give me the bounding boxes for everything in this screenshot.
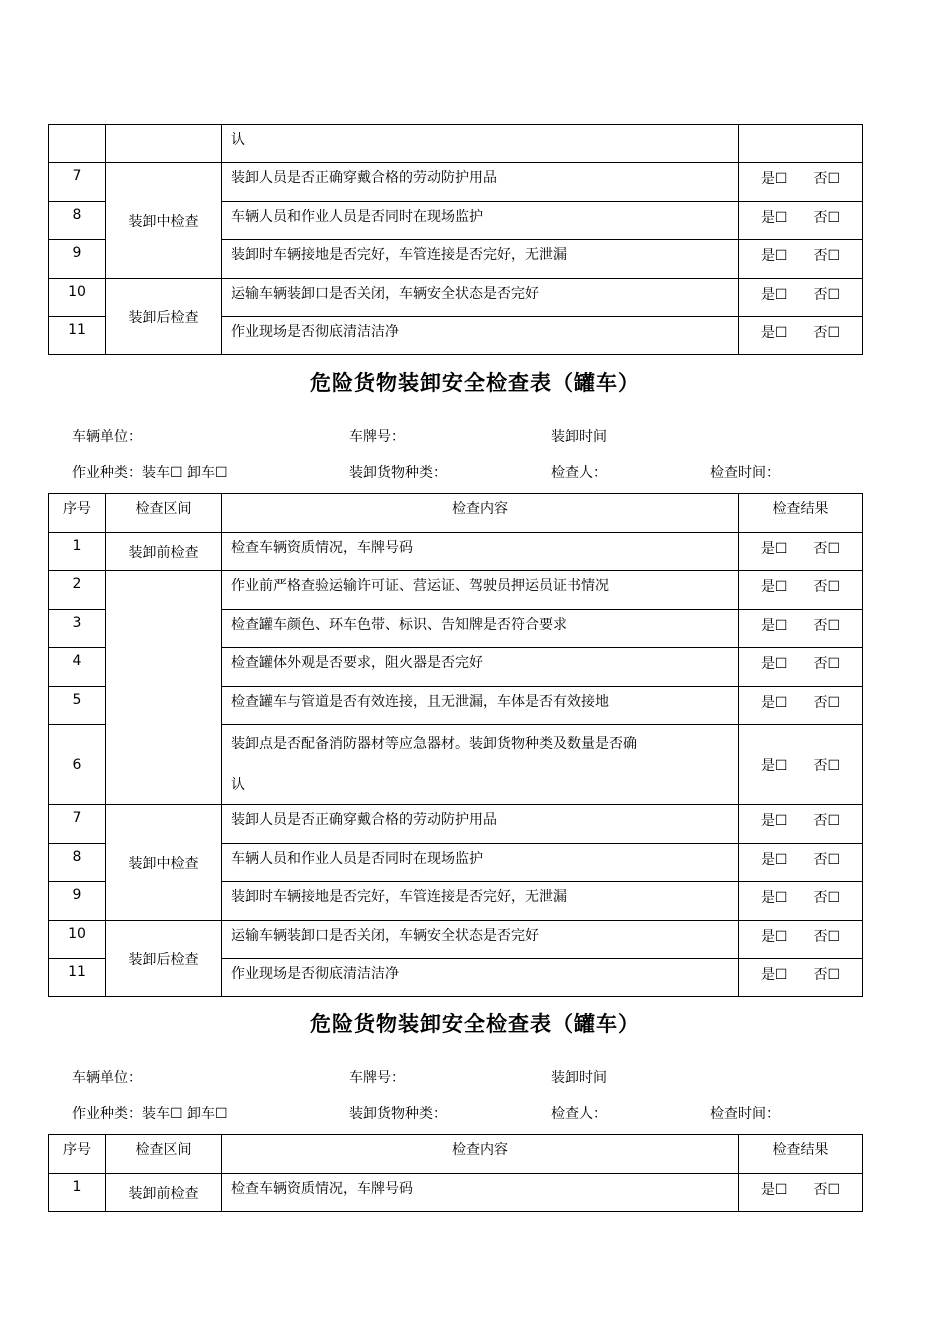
header-no: 序号: [49, 1135, 106, 1174]
inspector-label: 检查人：: [551, 465, 607, 481]
yes-checkbox[interactable]: 是☐: [760, 325, 788, 341]
item-content: [222, 725, 739, 805]
no-checkbox[interactable]: 否☐: [813, 248, 841, 264]
item-content: 车辆人员和作业人员是否同时在现场监护: [222, 844, 739, 882]
item-number: 8: [49, 202, 106, 240]
no-checkbox[interactable]: 否☐: [813, 967, 841, 983]
result-cell: [739, 202, 863, 240]
result-cell: [739, 921, 863, 959]
section-label: 装卸中检查: [106, 805, 222, 921]
item-content: 认: [222, 125, 739, 163]
section-label: 装卸前检查: [106, 1174, 222, 1212]
item-content: 装卸人员是否正确穿戴合格的劳动防护用品: [222, 805, 739, 844]
item-number: 1: [49, 533, 106, 571]
result-cell: [739, 1174, 863, 1212]
yes-checkbox[interactable]: 是☐: [760, 210, 788, 226]
item-number: 4: [49, 648, 106, 687]
item-content: 装卸时车辆接地是否完好，车管连接是否完好，无泄漏: [222, 882, 739, 921]
check-time-label: 检查时间：: [710, 1106, 780, 1122]
section-label: 装卸后检查: [106, 279, 222, 355]
section-label: 装卸前检查: [106, 533, 222, 571]
item-content: 车辆人员和作业人员是否同时在现场监护: [222, 202, 739, 240]
yes-checkbox[interactable]: 是☐: [760, 171, 788, 187]
check-time-label: 检查时间：: [710, 465, 780, 481]
no-checkbox[interactable]: 否☐: [813, 695, 841, 711]
item-number: 5: [49, 687, 106, 725]
plate-label: 车牌号：: [349, 429, 405, 445]
vehicle-unit-label: 车辆单位：: [72, 1070, 142, 1086]
yes-checkbox[interactable]: 是☐: [760, 656, 788, 672]
yes-checkbox[interactable]: 是☐: [760, 757, 788, 774]
no-checkbox[interactable]: 否☐: [813, 325, 841, 341]
item-number: 11: [49, 317, 106, 355]
result-cell: [739, 610, 863, 648]
vehicle-unit-label: 车辆单位：: [72, 429, 142, 445]
no-checkbox[interactable]: 否☐: [813, 579, 841, 595]
item-content: 检查罐车与管道是否有效连接，且无泄漏，车体是否有效接地: [222, 687, 739, 725]
check-table: [48, 1134, 863, 1212]
result-cell: [739, 648, 863, 687]
header-section: 检查区间: [106, 494, 222, 533]
result-cell: [739, 882, 863, 921]
check-table-fragment: [48, 124, 863, 355]
item-number: 8: [49, 844, 106, 882]
op-type-label: 作业种类：装车☐ 卸车☐: [72, 465, 228, 481]
yes-checkbox[interactable]: 是☐: [760, 967, 788, 983]
result-cell: [739, 163, 863, 202]
plate-label: 车牌号：: [349, 1070, 405, 1086]
table-cell: [49, 125, 106, 163]
header-content: 检查内容: [222, 494, 739, 533]
item-number: 2: [49, 571, 106, 610]
item-number: 10: [49, 921, 106, 959]
result-cell: [739, 844, 863, 882]
no-checkbox[interactable]: 否☐: [813, 287, 841, 303]
item-content: 作业现场是否彻底清洁洁净: [222, 959, 739, 997]
table-cell: [106, 125, 222, 163]
result-cell: [739, 725, 863, 805]
item-number: 9: [49, 882, 106, 921]
no-checkbox[interactable]: 否☐: [813, 813, 841, 829]
yes-checkbox[interactable]: 是☐: [760, 929, 788, 945]
item-number: 11: [49, 959, 106, 997]
no-checkbox[interactable]: 否☐: [813, 890, 841, 906]
yes-checkbox[interactable]: 是☐: [760, 287, 788, 303]
item-content-line: 装卸点是否配备消防器材等应急器材。装卸货物种类及数量是否确: [231, 735, 637, 752]
yes-checkbox[interactable]: 是☐: [760, 695, 788, 711]
no-checkbox[interactable]: 否☐: [813, 210, 841, 226]
section-label-empty: [106, 571, 222, 805]
yes-checkbox[interactable]: 是☐: [760, 579, 788, 595]
item-number: 3: [49, 610, 106, 648]
no-checkbox[interactable]: 否☐: [813, 1182, 841, 1198]
result-cell: [739, 533, 863, 571]
no-checkbox[interactable]: 否☐: [813, 618, 841, 634]
header-result: 检查结果: [739, 494, 863, 533]
result-cell: [739, 805, 863, 844]
result-cell: [739, 687, 863, 725]
no-checkbox[interactable]: 否☐: [813, 171, 841, 187]
item-content: 装卸人员是否正确穿戴合格的劳动防护用品: [222, 163, 739, 202]
header-no: 序号: [49, 494, 106, 533]
item-content: 检查罐体外观是否要求，阻火器是否完好: [222, 648, 739, 687]
no-checkbox[interactable]: 否☐: [813, 852, 841, 868]
item-number: 7: [49, 805, 106, 844]
time-label: 装卸时间: [551, 1070, 607, 1086]
no-checkbox[interactable]: 否☐: [813, 541, 841, 557]
item-content-line: 认: [231, 776, 245, 793]
result-cell: [739, 240, 863, 279]
result-cell: [739, 279, 863, 317]
no-checkbox[interactable]: 否☐: [813, 656, 841, 672]
item-number: 7: [49, 163, 106, 202]
yes-checkbox[interactable]: 是☐: [760, 618, 788, 634]
inspector-label: 检查人：: [551, 1106, 607, 1122]
header-result: 检查结果: [739, 1135, 863, 1174]
check-table: [48, 493, 863, 997]
yes-checkbox[interactable]: 是☐: [760, 248, 788, 264]
no-checkbox[interactable]: 否☐: [813, 929, 841, 945]
goods-label: 装卸货物种类：: [349, 465, 447, 481]
result-cell: [739, 959, 863, 997]
header-section: 检查区间: [106, 1135, 222, 1174]
yes-checkbox[interactable]: 是☐: [760, 541, 788, 557]
yes-checkbox[interactable]: 是☐: [760, 852, 788, 868]
item-number: 9: [49, 240, 106, 279]
table-cell: [739, 125, 863, 163]
item-number: 1: [49, 1174, 106, 1212]
op-type-label: 作业种类：装车☐ 卸车☐: [72, 1106, 228, 1122]
no-checkbox[interactable]: 否☐: [813, 757, 841, 774]
yes-checkbox[interactable]: 是☐: [760, 813, 788, 829]
item-content: 作业前严格查验运输许可证、营运证、驾驶员押运员证书情况: [222, 571, 739, 610]
goods-label: 装卸货物种类：: [349, 1106, 447, 1122]
item-content: 检查车辆资质情况，车牌号码: [222, 1174, 739, 1212]
section-label: 装卸后检查: [106, 921, 222, 997]
section-label: 装卸中检查: [106, 163, 222, 279]
result-cell: [739, 317, 863, 355]
item-number: 10: [49, 279, 106, 317]
header-content: 检查内容: [222, 1135, 739, 1174]
form-title: 危险货物装卸安全检查表（罐车）: [310, 371, 640, 395]
item-content: 检查车辆资质情况，车牌号码: [222, 533, 739, 571]
item-content: 装卸时车辆接地是否完好，车管连接是否完好，无泄漏: [222, 240, 739, 279]
time-label: 装卸时间: [551, 429, 607, 445]
item-content: 运输车辆装卸口是否关闭，车辆安全状态是否完好: [222, 279, 739, 317]
item-content: 检查罐车颜色、环车色带、标识、告知牌是否符合要求: [222, 610, 739, 648]
yes-checkbox[interactable]: 是☐: [760, 1182, 788, 1198]
item-content: 运输车辆装卸口是否关闭，车辆安全状态是否完好: [222, 921, 739, 959]
form-title: 危险货物装卸安全检查表（罐车）: [310, 1012, 640, 1036]
result-cell: [739, 571, 863, 610]
item-content: 作业现场是否彻底清洁洁净: [222, 317, 739, 355]
yes-checkbox[interactable]: 是☐: [760, 890, 788, 906]
item-number: 6: [49, 725, 106, 805]
